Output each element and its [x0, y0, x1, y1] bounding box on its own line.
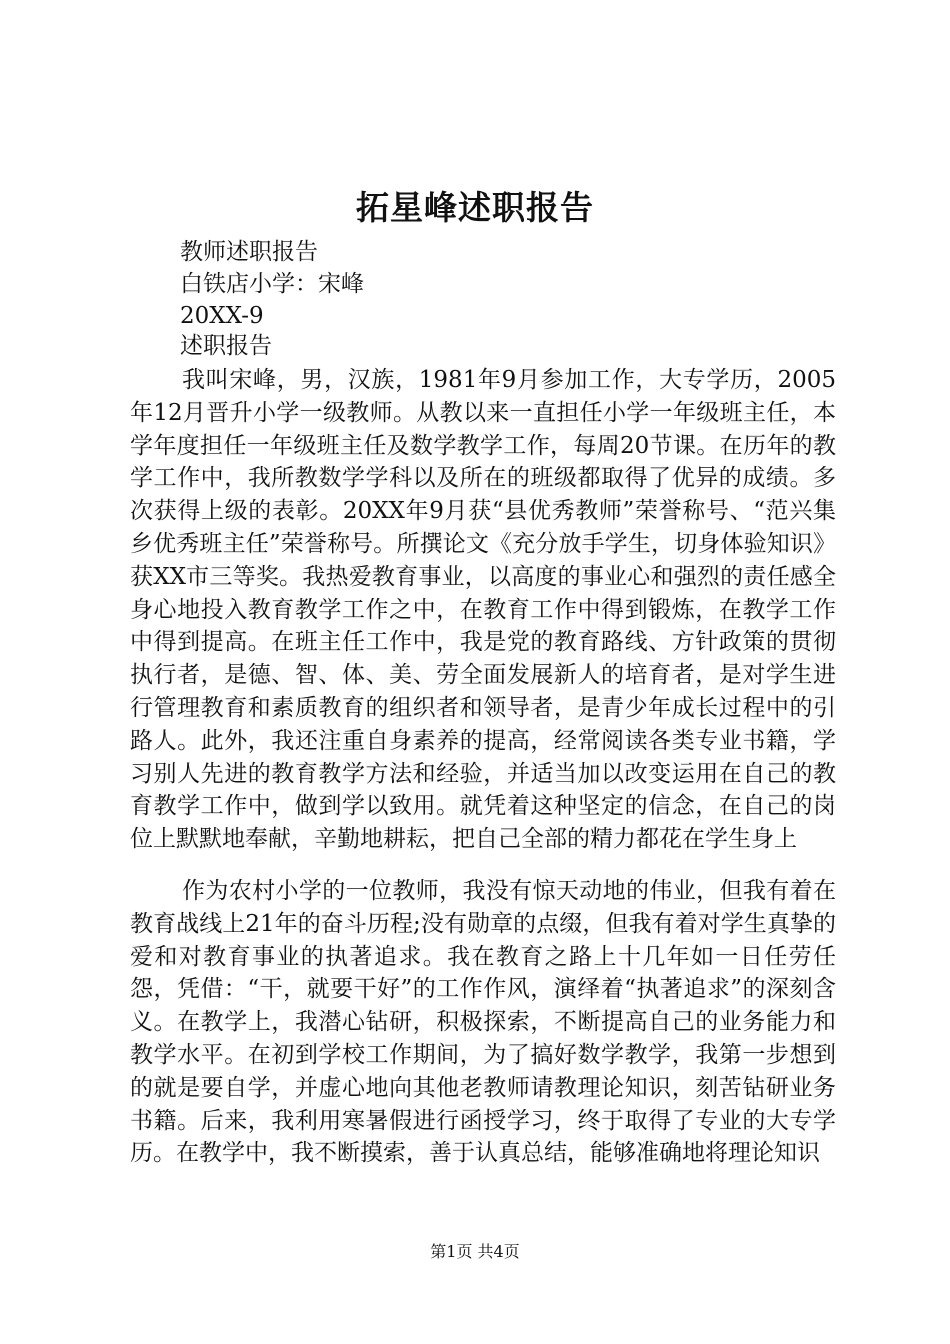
document-title: 拓星峰述职报告 [356, 188, 594, 227]
meta-line-report-type: 教师述职报告 [180, 239, 318, 265]
page-number-footer: 第1页 共4页 [430, 1242, 520, 1261]
meta-line-heading: 述职报告 [180, 333, 272, 359]
meta-line-date: 20XX-9 [180, 303, 264, 329]
body-paragraph: 我叫宋峰，男，汉族，1981年9月参加工作，大专学历，2005年12月晋升小学一级教师。从教以来一直担任小学一年级班主任，本学年度担任一年级班主任及数学教学工作，每周20节课。在历年的教学工作中，我所教数学学科以及所在的班级都取得了优异的成绩。多次获得上级的表彰。20XX年9月获“县优秀教师”荣誉称号、“范兴集乡优秀班主任”荣誉称号。所撰论文《充分放手学生，切身体验知识》获XX市三等奖。我热爱教育事业，以高度的事业心和强烈的责任感全身心地投入教育教学工作之中，在教育工作中得到锻炼，在教学工作中得到提高。在班主任工作中，我是党的教育路线、方针政策的贯彻执行者，是德、智、体、美、劳全面发展新人的培育者，是对学生进行管理教育和素质教育的组织者和领导者，是青少年成长过程中的引路人。此外，我还注重自身素养的提高，经常阅读各类专业书籍，学习别人先进的教育教学方法和经验，并适当加以改变运用在自己的教育教学工作中，做到学以致用。就凭着这种坚定的信念，在自己的岗位上默默地奉献，辛勤地耕耘，把自己全部的精力都花在学生身上 [130, 367, 836, 853]
meta-line-author: 白铁店小学：宋峰 [180, 271, 364, 297]
body-paragraph: 作为农村小学的一位教师，我没有惊天动地的伟业，但我有着在教育战线上21年的奋斗历程;没有勋章的点缀，但我有着对学生真挚的爱和对教育事业的执著追求。我在教育之路上十几年如一日任劳任怨，凭借：“干，就要干好”的工作作风，演绎着“执著追求”的深刻含义。在教学上，我潜心钻研，积极探索，不断提高自己的业务能力和教学水平。在初到学校工作期间，为了搞好数学教学，我第一步想到的就是要自学，并虚心地向其他老教师请教理论知识，刻苦钻研业务书籍。后来，我利用寒暑假进行函授学习，终于取得了专业的大专学历。在教学中，我不断摸索，善于认真总结，能够准确地将理论知识 [130, 878, 836, 1167]
